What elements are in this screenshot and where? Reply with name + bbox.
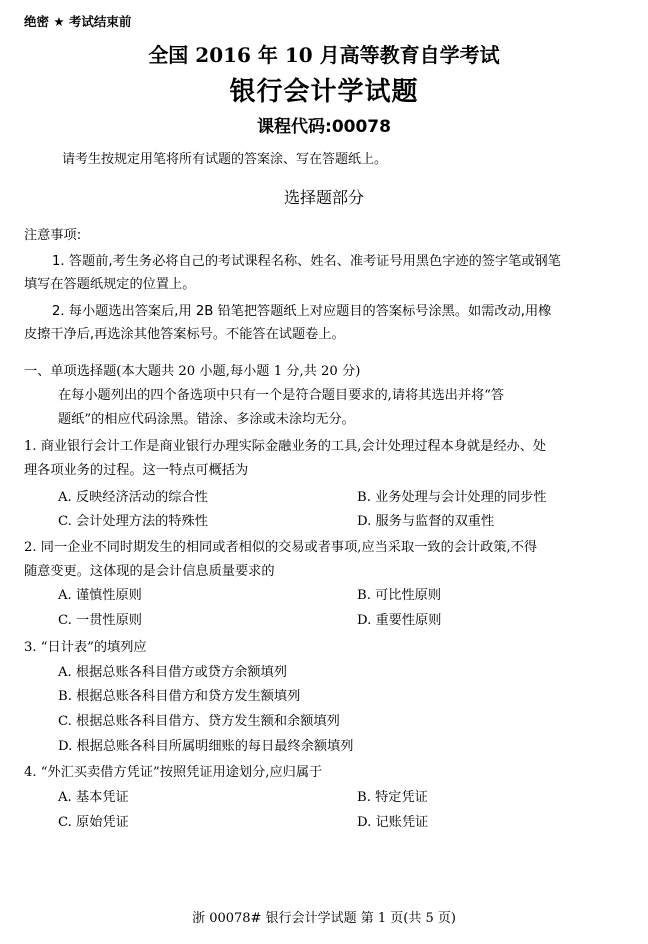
part1-heading: 一、单项选择题(本大题共 20 小题,每小题 1 分,共 20 分): [24, 364, 361, 379]
q4-stem: 4. “外汇买卖借方凭证”按照凭证用途划分,应归属于: [24, 765, 323, 780]
note-item-1-line-2: 填写在答题纸规定的位置上。: [24, 277, 196, 292]
q4-option-b: B. 特定凭证: [357, 790, 428, 805]
part1-desc-line-2: 题纸”的相应代码涂黑。错涂、多涂或未涂均无分。: [58, 412, 355, 427]
q1-option-c: C. 会计处理方法的特殊性: [58, 514, 208, 529]
q3-stem: 3. “日计表”的填列应: [24, 640, 147, 655]
q3-option-c: C. 根据总账各科目借方、贷方发生额和余额填列: [58, 714, 340, 729]
q4-option-c: C. 原始凭证: [58, 815, 129, 830]
q3-option-d: D. 根据总账各科目所属明细账的每日最终余额填列: [58, 739, 354, 754]
q2-option-d: D. 重要性原则: [357, 613, 442, 628]
exam-title: 全国 2016 年 10 月高等教育自学考试: [148, 43, 500, 67]
q1-option-b: B. 业务处理与会计处理的同步性: [357, 490, 547, 505]
q4-option-a: A. 基本凭证: [58, 790, 129, 805]
q2-option-a: A. 谨慎性原则: [58, 588, 142, 603]
q1-option-d: D. 服务与监督的双重性: [357, 514, 495, 529]
course-code: 课程代码:00078: [257, 117, 391, 137]
q3-option-b: B. 根据总账各科目借方和贷方发生额填列: [58, 689, 301, 704]
q4-option-d: D. 记账凭证: [357, 815, 429, 830]
q2-stem-line-1: 2. 同一企业不同时期发生的相同或者相似的交易或者事项,应当采取一致的会计政策,不得: [24, 540, 538, 555]
section-title: 选择题部分: [283, 188, 364, 207]
q2-option-c: C. 一贯性原则: [58, 613, 142, 628]
q2-stem-line-2: 随意变更。这体现的是会计信息质量要求的: [24, 564, 275, 579]
q1-stem-line-2: 理各项业务的过程。这一特点可概括为: [24, 463, 249, 478]
answer-instruction: 请考生按规定用笔将所有试题的答案涂、写在答题纸上。: [62, 152, 388, 167]
confidential-label: 绝密 ★ 考试结束前: [24, 14, 132, 29]
page-footer: 浙 00078# 银行会计学试题 第 1 页(共 5 页): [192, 911, 456, 926]
part1-desc-line-1: 在每小题列出的四个备选项中只有一个是符合题目要求的,请将其选出并将“答: [58, 388, 505, 403]
note-item-2-line-1: 2. 每小题选出答案后,用 2B 铅笔把答题纸上对应题目的答案标号涂黑。如需改动,用橡: [52, 304, 552, 319]
notes-heading: 注意事项:: [24, 228, 82, 243]
subject-title: 银行会计学试题: [229, 77, 419, 107]
note-item-2-line-2: 皮擦干净后,再选涂其他答案标号。不能答在试题卷上。: [24, 327, 345, 342]
q1-option-a: A. 反映经济活动的综合性: [58, 490, 208, 505]
note-item-1-line-1: 1. 答题前,考生务必将自己的考试课程名称、姓名、准考证号用黑色字迹的签字笔或钢笔: [52, 254, 561, 269]
q1-stem-line-1: 1. 商业银行会计工作是商业银行办理实际金融业务的工具,会计处理过程本身就是经办、处: [24, 439, 547, 454]
q3-option-a: A. 根据总账各科目借方或贷方余额填列: [58, 665, 287, 680]
q2-option-b: B. 可比性原则: [357, 588, 442, 603]
